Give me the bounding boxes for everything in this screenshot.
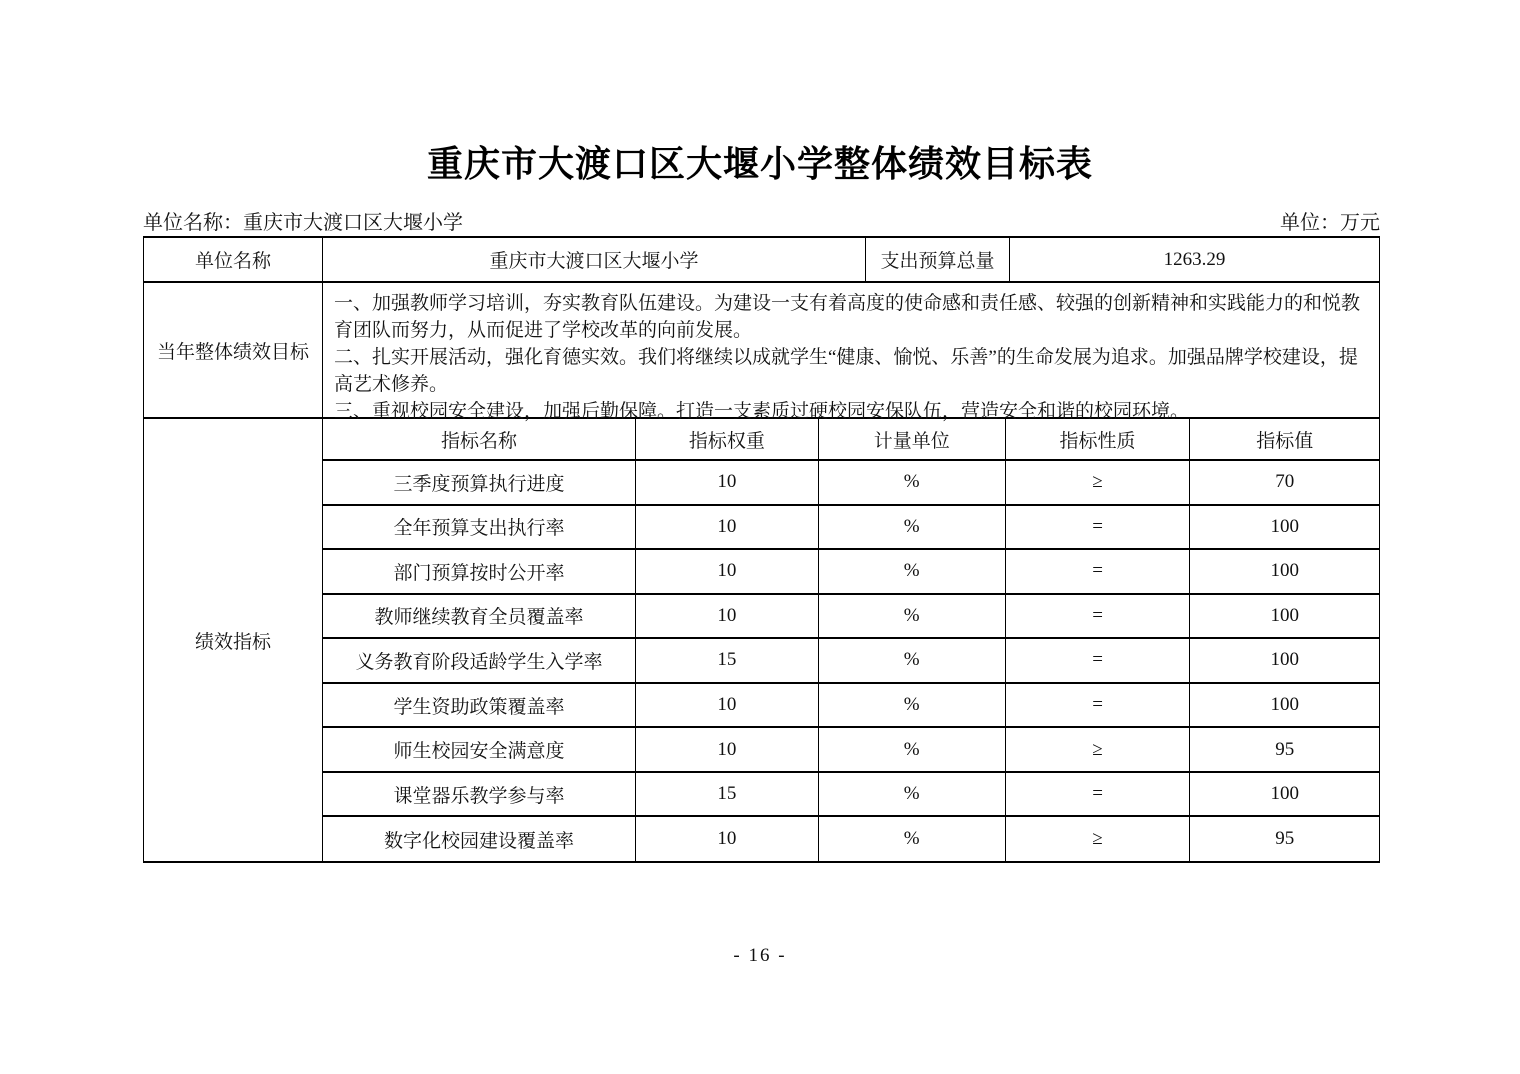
indicator-cell: 10	[636, 505, 819, 550]
currency-unit-caption: 单位：万元	[1280, 212, 1380, 234]
indicator-cell: 10	[636, 816, 819, 861]
indicator-cell: 10	[636, 460, 819, 505]
unit-name-caption: 单位名称：重庆市大渡口区大堰小学	[143, 212, 463, 234]
indicator-row	[323, 683, 1379, 728]
indicator-row	[323, 505, 1379, 550]
indicator-cell: 10	[636, 549, 819, 594]
budget-total-value-cell: 1263.29	[1163, 248, 1226, 270]
indicator-cell: ≥	[1005, 816, 1190, 861]
goal-item: 二、扎实开展活动，强化育德实效。我们将继续以成就学生“健康、愉悦、乐善”的生命发展为追求。加强品牌学校建设，提高艺术修养。	[334, 347, 1358, 395]
indicators-label-cell: 绩效指标	[144, 419, 323, 861]
indicator-row	[323, 772, 1379, 817]
indicator-cell: =	[1005, 638, 1190, 683]
indicator-row	[323, 549, 1379, 594]
indicator-cell: %	[818, 638, 1005, 683]
indicator-cell: 100	[1190, 549, 1379, 594]
indicator-cell: =	[1005, 594, 1190, 639]
indicator-cell: 100	[1190, 683, 1379, 728]
indicator-cell: %	[818, 460, 1005, 505]
indicator-cell: 师生校园安全满意度	[323, 727, 636, 772]
indicator-cell: 义务教育阶段适龄学生入学率	[323, 638, 636, 683]
indicators-table-cell	[323, 419, 1379, 861]
indicators-table	[323, 419, 1379, 861]
indicator-header-cell: 指标性质	[1005, 419, 1190, 460]
indicator-cell: 数字化校园建设覆盖率	[323, 816, 636, 861]
indicator-cell: 100	[1190, 505, 1379, 550]
indicator-row	[323, 816, 1379, 861]
indicator-header-cell: 指标值	[1190, 419, 1379, 460]
annual-goals-row	[144, 283, 1379, 422]
indicator-cell: 100	[1190, 772, 1379, 817]
indicator-cell: =	[1005, 772, 1190, 817]
indicator-cell: 部门预算按时公开率	[323, 549, 636, 594]
indicator-cell: 全年预算支出执行率	[323, 505, 636, 550]
indicator-cell: 100	[1190, 638, 1379, 683]
goal-item: 一、加强教师学习培训，夯实教育队伍建设。为建设一支有着高度的使命感和责任感、较强的创新精神和实践能力的和悦教育团队而努力，从而促进了学校改革的向前发展。	[334, 293, 1361, 341]
indicator-cell: 10	[636, 683, 819, 728]
indicator-header-cell: 指标名称	[323, 419, 636, 460]
indicator-cell: =	[1005, 505, 1190, 550]
meta-row	[143, 206, 1380, 235]
indicator-cell: 100	[1190, 594, 1379, 639]
indicator-cell: ≥	[1005, 727, 1190, 772]
indicator-cell: 三季度预算执行进度	[323, 460, 636, 505]
goal-item: 三、重视校园安全建设，加强后勤保障。打造一支素质过硬校园安保队伍，营造安全和谐的校园环境。	[334, 401, 1190, 422]
indicator-cell: 95	[1190, 816, 1379, 861]
indicators-header-row	[323, 419, 1379, 460]
indicator-cell: %	[818, 549, 1005, 594]
page-number: - 16 -	[733, 945, 787, 966]
indicator-cell: ≥	[1005, 460, 1190, 505]
unit-info-row	[144, 238, 1379, 283]
unit-name-value-cell: 重庆市大渡口区大堰小学	[323, 238, 866, 281]
annual-goals-label-cell: 当年整体绩效目标	[144, 283, 323, 417]
indicator-cell: 课堂器乐教学参与率	[323, 772, 636, 817]
indicators-section-row	[144, 419, 1379, 861]
unit-name-label-cell: 单位名称	[144, 238, 323, 281]
indicator-header-cell: 指标权重	[636, 419, 819, 460]
page-title: 重庆市大渡口区大堰小学整体绩效目标表	[426, 143, 1093, 184]
annual-goals-text-cell	[323, 283, 1379, 422]
indicator-row	[323, 638, 1379, 683]
indicator-cell: %	[818, 594, 1005, 639]
indicator-cell: 15	[636, 772, 819, 817]
indicator-cell: %	[818, 772, 1005, 817]
indicator-cell: =	[1005, 549, 1190, 594]
indicator-row	[323, 594, 1379, 639]
indicator-cell: 10	[636, 727, 819, 772]
indicator-cell: %	[818, 816, 1005, 861]
indicator-cell: 95	[1190, 727, 1379, 772]
indicator-header-cell: 计量单位	[818, 419, 1005, 460]
indicator-row	[323, 727, 1379, 772]
budget-total-label-cell: 支出预算总量	[866, 238, 1010, 281]
indicator-cell: =	[1005, 683, 1190, 728]
indicator-cell: %	[818, 727, 1005, 772]
indicator-cell: 70	[1190, 460, 1379, 505]
indicator-cell: 教师继续教育全员覆盖率	[323, 594, 636, 639]
performance-target-table	[143, 236, 1380, 863]
indicator-cell: %	[818, 683, 1005, 728]
indicator-cell: 10	[636, 594, 819, 639]
indicator-cell: 15	[636, 638, 819, 683]
indicator-cell: 学生资助政策覆盖率	[323, 683, 636, 728]
indicator-cell: %	[818, 505, 1005, 550]
indicator-row	[323, 460, 1379, 505]
